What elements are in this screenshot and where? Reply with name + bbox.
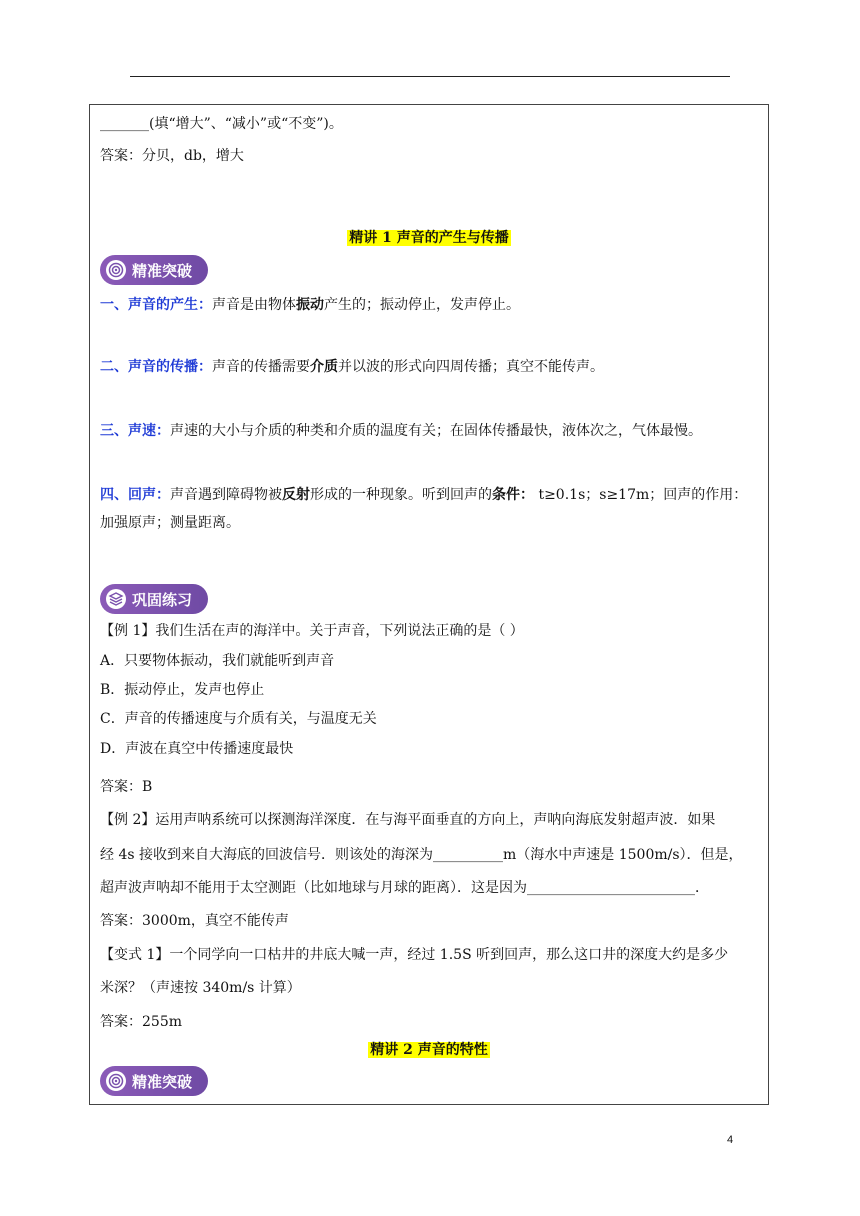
answer-text: 答案：分贝，db，增大 bbox=[100, 148, 244, 164]
variant-1-line2: 米深？（声速按 340m/s 计算） bbox=[100, 980, 301, 996]
example-1-stem: 【例 1】我们生活在声的海洋中。关于声音，下列说法正确的是（ ） bbox=[100, 623, 524, 639]
point-keyword: 介质 bbox=[310, 359, 338, 375]
variant-1-answer: 答案：255m bbox=[100, 1014, 182, 1030]
section-title bbox=[89, 228, 769, 248]
point-keyword: 振动 bbox=[296, 297, 324, 313]
point-echo bbox=[100, 485, 747, 505]
point-text: t≥0.1s；s≥17m；回声的作用： bbox=[534, 487, 748, 503]
layers-icon bbox=[106, 589, 126, 609]
badge-gonggu bbox=[100, 584, 208, 614]
badge-jingzhun bbox=[100, 255, 208, 285]
point-echo-line2: 加强原声；测量距离。 bbox=[100, 515, 240, 531]
point-heading: 四、回声： bbox=[100, 487, 170, 503]
badge-label: 精准突破 bbox=[132, 261, 193, 280]
example-2-line3: 超声波声呐却不能用于太空测距（比如地球与月球的距离）．这是因为________________________． bbox=[100, 880, 709, 896]
point-heading: 三、声速： bbox=[100, 423, 170, 439]
point-heading: 二、声音的传播： bbox=[100, 359, 212, 375]
point-text: 并以波的形式向四周传播；真空不能传声。 bbox=[338, 359, 604, 375]
example-1-answer: 答案：B bbox=[100, 779, 153, 795]
point-production bbox=[100, 295, 520, 315]
page-number: 4 bbox=[727, 1134, 734, 1146]
variant-1-line1: 【变式 1】一个同学向一口枯井的井底大喊一声，经过 1.5S 听到回声，那么这口井的深度大约是多少 bbox=[100, 947, 729, 963]
point-text: 声音的传播需要 bbox=[212, 359, 310, 375]
point-keyword: 条件： bbox=[492, 487, 534, 503]
badge-label: 巩固练习 bbox=[132, 590, 193, 609]
point-text: 产生的；振动停止，发声停止。 bbox=[324, 297, 520, 313]
point-text: 形成的一种现象。听到回声的 bbox=[310, 487, 492, 503]
option-a: A．只要物体振动，我们就能听到声音 bbox=[100, 653, 335, 669]
example-2-line1: 【例 2】运用声呐系统可以探测海洋深度．在与海平面垂直的方向上，声呐向海底发射超声波．如果 bbox=[100, 812, 716, 828]
section-title bbox=[89, 1040, 769, 1060]
point-text: 声速的大小与介质的种类和介质的温度有关；在固体传播最快，液体次之，气体最慢。 bbox=[170, 423, 702, 439]
header-rule bbox=[130, 76, 730, 77]
point-keyword: 反射 bbox=[282, 487, 310, 503]
badge-jingzhun bbox=[100, 1066, 208, 1096]
option-b: B．振动停止，发声也停止 bbox=[100, 682, 265, 698]
point-speed bbox=[100, 421, 702, 441]
fill-blank-line: _______(填“增大”、“减小”或“不变”)。 bbox=[100, 116, 343, 132]
option-d: D．声波在真空中传播速度最快 bbox=[100, 741, 294, 757]
target-icon bbox=[106, 1071, 126, 1091]
point-heading: 一、声音的产生： bbox=[100, 297, 212, 313]
example-2-line2: 经 4s 接收到来自大海底的回波信号．则该处的海深为__________m（海水中声速是 1500m/s）．但是， bbox=[100, 847, 743, 863]
target-icon bbox=[106, 260, 126, 280]
section-title-text: 精讲 1 声音的产生与传播 bbox=[349, 230, 509, 246]
badge-label: 精准突破 bbox=[132, 1072, 193, 1091]
example-2-answer: 答案：3000m，真空不能传声 bbox=[100, 913, 289, 929]
option-c: C．声音的传播速度与介质有关，与温度无关 bbox=[100, 711, 377, 727]
point-propagation bbox=[100, 357, 604, 377]
point-text: 声音是由物体 bbox=[212, 297, 296, 313]
point-text: 声音遇到障碍物被 bbox=[170, 487, 282, 503]
section-title-text: 精讲 2 声音的特性 bbox=[370, 1042, 488, 1058]
